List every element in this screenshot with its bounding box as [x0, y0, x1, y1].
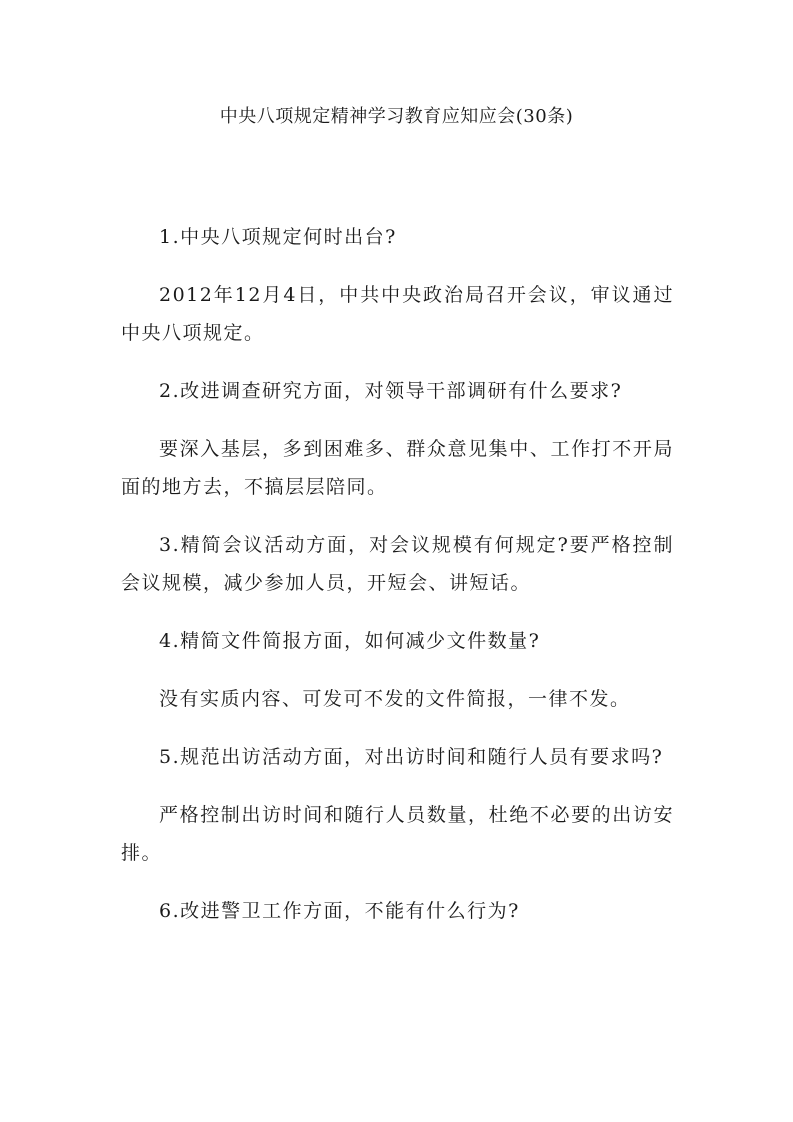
answer-4: 没有实质内容、可发可不发的文件简报，一律不发。 [159, 688, 631, 710]
answer-5: 严格控制出访时间和随行人员数量，杜绝不必要的出访安排。 [121, 804, 674, 864]
document-title: 中央八项规定精神学习教育应知应会(30条) [219, 106, 574, 127]
question-6: 6.改进警卫工作方面，不能有什么行为? [159, 900, 520, 922]
question-2: 2.改进调查研究方面，对领导干部调研有什么要求? [159, 380, 623, 402]
question-4: 4.精简文件简报方面，如何减少文件数量? [159, 630, 541, 652]
answer-1: 2012年12月4日，中共中央政治局召开会议，审议通过中央八项规定。 [121, 284, 674, 344]
question-5: 5.规范出访活动方面，对出访时间和随行人员有要求吗? [159, 746, 664, 768]
question-answer-3: 3.精简会议活动方面，对会议规模有何规定?要严格控制会议规模，减少参加人员，开短会、讲短话。 [121, 534, 674, 594]
document-body [121, 218, 674, 950]
answer-2: 要深入基层，多到困难多、群众意见集中、工作打不开局面的地方去，不搞层层陪同。 [121, 438, 674, 498]
question-1: 1.中央八项规定何时出台? [159, 226, 397, 248]
